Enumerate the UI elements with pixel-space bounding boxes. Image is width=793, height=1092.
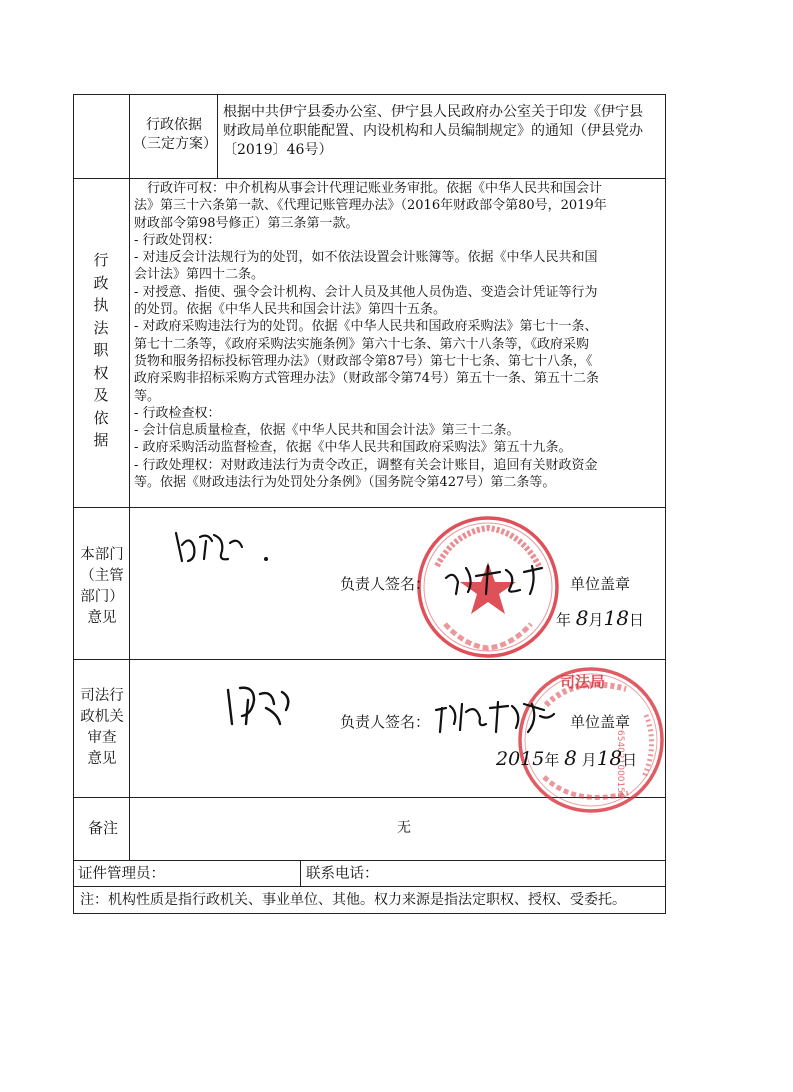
date-day-unit: 日 xyxy=(629,611,645,629)
header-line: 审查 xyxy=(87,730,117,746)
dept-date xyxy=(556,608,644,630)
dept-signature xyxy=(440,558,552,598)
contact-label: 联系电话： xyxy=(306,866,379,882)
text-line: 财政局单位职能配置、内设机构和人员编制规定》的通知（伊县党办 xyxy=(223,123,643,139)
admin-basis-header xyxy=(133,116,215,154)
row-divider xyxy=(73,860,666,861)
col-divider xyxy=(129,94,130,178)
col-divider xyxy=(217,94,218,178)
text-line: 会计法》第四十二条。 xyxy=(134,267,265,283)
text-line: 财政部令第98号修正）第三条第一款。 xyxy=(134,215,359,231)
text-line: 的处罚。依据《中华人民共和国会计法》第四十五条。 xyxy=(134,302,447,318)
header-line: 行政依据 xyxy=(146,117,202,133)
footer-note: 注：机构性质是指行政机关、事业单位、其他。权力来源是指法定职权、授权、受委托。 xyxy=(80,892,626,908)
text-line: 第七十二条等，《政府采购法实施条例》第六十七条、第六十八条等，《政府采购 xyxy=(134,336,590,352)
date-day: 18 xyxy=(603,606,629,630)
text-line: - 对授意、指使、强令会计机构、会计人员及其他人员伪造、变造会计凭证等行为 xyxy=(134,284,598,300)
judicial-seal-label: 单位盖章 xyxy=(570,713,631,731)
date-month-unit: 月 xyxy=(588,611,604,629)
text-line: - 对违反会计法规行为的处罚，如不依法设置会计账簿等。依据《中华人民共和国 xyxy=(134,250,598,266)
text-line: 根据中共伊宁县委办公室、伊宁县人民政府办公室关于印发《伊宁县 xyxy=(223,104,643,120)
dept-seal-label: 单位盖章 xyxy=(570,575,631,593)
header-line: 本部门 xyxy=(80,547,124,563)
text-line: 法》第三十六条第一款、《代理记账管理办法》（2016年财政部令第80号，2019年 xyxy=(134,198,607,214)
date-year: 2015 xyxy=(496,748,545,770)
header-char: 及 xyxy=(93,386,109,404)
row-divider xyxy=(73,659,666,660)
date-day-unit: 日 xyxy=(622,751,638,769)
date-year-unit: 年 xyxy=(544,751,560,769)
text-line: - 政府采购活动监督检查，依据《中华人民共和国政府采购法》第五十九条。 xyxy=(134,440,572,456)
judicial-seal-code: 654021000159 xyxy=(615,730,625,799)
date-day: 18 xyxy=(596,746,623,770)
dept-signer-label: 负责人签名： xyxy=(340,575,431,593)
judicial-signature xyxy=(432,694,560,738)
remarks-header: 备注 xyxy=(88,819,119,837)
text-line: 〔2019〕46号） xyxy=(223,142,333,158)
judicial-date xyxy=(496,748,637,770)
text-line: - 行政处理权：对财政违法行为责令改正，调整有关会计账目，追回有关财政资金 xyxy=(134,457,598,473)
admin-basis-content xyxy=(223,103,643,160)
handwritten-opinion-mark xyxy=(168,525,278,567)
col-divider xyxy=(300,860,301,886)
text-line: 行政许可权：中介机构从事会计代理记账业务审批。依据《中华人民共和国会计 xyxy=(134,181,603,196)
header-char: 据 xyxy=(93,431,109,449)
text-line: 货物和服务招标投标管理办法》（财政部令第87号）第七十七条、第七十八条，《 xyxy=(134,353,593,369)
enforcement-content xyxy=(134,180,607,491)
header-line: 政机关 xyxy=(80,709,124,725)
date-month-unit: 月 xyxy=(581,751,597,769)
header-line: （主管 xyxy=(80,568,124,584)
header-char: 职 xyxy=(93,341,109,359)
judicial-opinion-header xyxy=(76,686,128,770)
header-char: 行 xyxy=(93,251,109,269)
text-line: - 会计信息质量检查，依据《中华人民共和国会计法》第三十二条。 xyxy=(134,423,520,439)
header-line: （三定方案） xyxy=(133,136,217,152)
header-line: 司法行 xyxy=(80,688,124,704)
header-line: 部门） xyxy=(80,589,124,605)
judicial-seal-text: 司法局 xyxy=(560,673,606,691)
remarks-value: 无 xyxy=(397,820,411,836)
row-divider xyxy=(73,178,666,179)
text-line: - 对政府采购违法行为的处罚。依据《中华人民共和国政府采购法》第七十一条、 xyxy=(134,319,598,335)
row-divider xyxy=(73,886,666,887)
judicial-signer-label: 负责人签名： xyxy=(340,713,431,731)
date-month: 8 xyxy=(575,606,589,630)
header-line: 意见 xyxy=(87,751,117,767)
date-month: 8 xyxy=(564,746,577,770)
col-divider xyxy=(129,178,130,860)
handwritten-opinion-mark xyxy=(220,680,300,730)
header-char: 执 xyxy=(93,296,109,314)
dept-opinion-header xyxy=(76,545,128,629)
text-line: - 行政处罚权： xyxy=(134,232,221,248)
enforcement-header xyxy=(91,249,111,452)
cert-manager-label: 证件管理员： xyxy=(78,866,165,882)
header-char: 政 xyxy=(93,273,109,292)
header-char: 法 xyxy=(93,318,109,337)
row-divider xyxy=(73,507,666,508)
header-char: 权 xyxy=(93,363,109,382)
date-year-unit: 年 xyxy=(556,611,572,629)
header-line: 意见 xyxy=(87,610,117,626)
header-char: 依 xyxy=(93,408,109,427)
text-line: 等。依据《财政违法行为处罚处分条例》（国务院令第427号）第二条等。 xyxy=(134,475,556,491)
text-line: 政府采购非招标采购方式管理办法》（财政部令第74号）第五十一条、第五十二条 xyxy=(134,371,600,387)
text-line: - 行政检查权： xyxy=(134,405,221,421)
text-line: 等。 xyxy=(134,388,161,404)
